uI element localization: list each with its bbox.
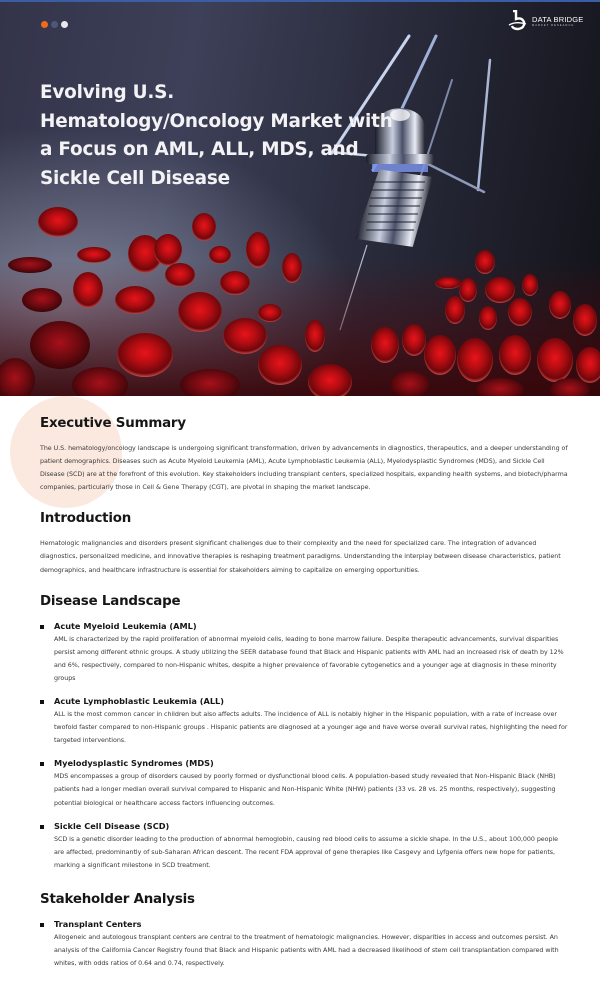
carousel-dot[interactable]	[51, 21, 58, 28]
item-body: MDS encompasses a group of disorders caused by poorly formed or dysfunctional blood cells. A population-based study revealed that Non-Hispanic Black (NHB) patients had a longer median overall survival compared to Hispanic and Non-Hispanic White (NHW) patients (33 vs. 28 vs. 25 months, respectively), suggesting potential biological or healthcare access factors influencing outcomes.	[54, 773, 556, 807]
item-title: Sickle Cell Disease (SCD)	[54, 820, 170, 831]
bullet-icon	[40, 825, 44, 829]
item-title: Acute Lymphoblastic Leukemia (ALL)	[54, 696, 225, 707]
bullet-icon	[40, 923, 44, 927]
section-title: Executive Summary	[40, 416, 186, 431]
section-disease-landscape	[40, 592, 570, 872]
list-item-transplant-centers	[40, 918, 570, 970]
db-logo-icon	[508, 10, 528, 32]
section-introduction	[40, 509, 570, 576]
item-body: Allogeneic and autologous transplant centers are central to the treatment of hematologic malignancies. However, disparities in access and outcomes persist. An analysis of the California Cancer Registry found that Black and Hispanic patients with AML had a decreased likelihood of stem cell transplantation compared with whites, with odds ratios of 0.64 and 0.74, respectively.	[54, 933, 559, 968]
bullet-icon	[40, 625, 44, 629]
list-item-mds	[40, 757, 570, 809]
item-body: AML is characterized by the rapid proliferation of abnormal myeloid cells, leading to bone marrow failure. Despite therapeutic advancements, survival disparities persist among different ethnic groups. A study utilizing the SEER database found that Black and Hispanic patients with AML had an increased risk of death by 12% and 6%, respectively, compared to non-Hispanic whites, despite a higher prevalence of favorable cytogenetics and a younger age at diagnosis in these minority groups	[54, 635, 564, 682]
page-title: Evolving U.S. Hematology/Oncology Market with a Focus on AML, ALL, MDS, and Sickle Cell Disease	[40, 82, 393, 189]
brand-name: DATA BRIDGE	[532, 14, 584, 24]
item-body: ALL is the most common cancer in children but also affects adults. The incidence of ALL is notably higher in the Hispanic population, with a rate of increase over twofold faster compared to non-Hispanic groups . Hispanic patients are diagnosed at a younger age and have worse overall survival rates, highlighting the need for targeted interventions.	[54, 711, 568, 745]
carousel-dot-active[interactable]	[41, 21, 48, 28]
carousel-dots[interactable]	[41, 21, 68, 28]
bullet-icon	[40, 762, 44, 766]
list-item-all	[40, 695, 570, 747]
item-title: Acute Myeloid Leukemia (AML)	[54, 620, 197, 631]
bullet-icon	[40, 700, 44, 704]
section-title: Introduction	[40, 511, 132, 527]
carousel-dot[interactable]	[61, 21, 68, 28]
section-stakeholder-analysis	[40, 890, 570, 970]
section-executive-summary	[40, 414, 570, 494]
hero-banner	[0, 0, 600, 396]
brand-tagline: MARKET RESEARCH	[532, 23, 575, 27]
section-body: The U.S. hematology/oncology landscape is undergoing significant transformation, driven by advancements in diagnostics, therapeutics, and a deeper understanding of patient demographics. Diseases such as Acute Myeloid Leukemia (AML), Acute Lymphoblastic Leukemia (ALL), Myelodysplastic Syndromes (MDS), and Sickle Cell Disease (SCD) are at the forefront of this evolution. Key stakeholders including transplant centers, specialized hospitals, expanding health systems, and biotech/pharma companies, particularly those in Cell & Gene Therapy (CGT), are pivotal in shaping the market landscape.	[40, 445, 568, 492]
section-title: Disease Landscape	[40, 593, 181, 609]
list-item-aml	[40, 620, 570, 685]
list-item-scd	[40, 820, 570, 872]
section-body: Hematologic malignancies and disorders present significant challenges due to their complexity and the need for specialized care. The integration of advanced diagnostics, personalized medicine, and innovative therapies is reshaping treatment paradigms. Understanding the interplay between disease characteristics, patient demographics, and healthcare infrastructure is essential for stakeholders aiming to capitalize on emerging opportunities.	[40, 540, 561, 574]
blood-cells-syringe-image	[0, 0, 600, 396]
section-title: Stakeholder Analysis	[40, 891, 195, 907]
brand-logo[interactable]	[508, 10, 584, 32]
item-title: Transplant Centers	[54, 918, 142, 929]
article-body	[40, 414, 570, 970]
item-title: Myelodysplastic Syndromes (MDS)	[54, 758, 214, 769]
item-body: SCD is a genetic disorder leading to the production of abnormal hemoglobin, causing red blood cells to assume a sickle shape. In the U.S., about 100,000 people are affected, predominantly of sub-Saharan African descent. The recent FDA approval of gene therapies like Casgevy and Lyfgenia offers new hope for patients, marking a significant milestone in SCD treatment.	[54, 835, 559, 869]
